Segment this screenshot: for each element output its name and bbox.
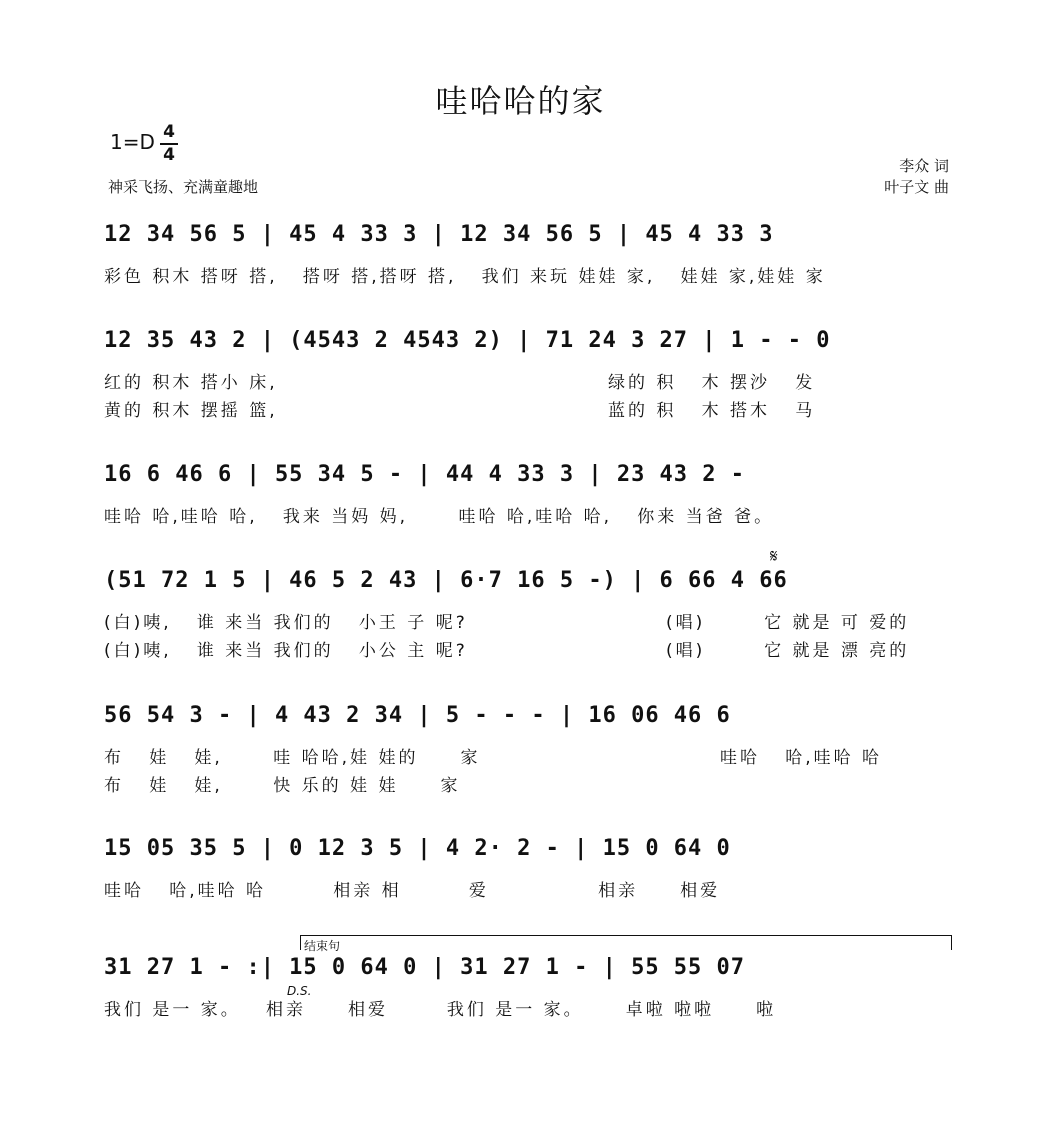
notes-line: 12 34 56 5 | 45 4 33 3 | 12 34 56 5 | 45 4 33 3: [104, 222, 774, 247]
notes-line: 16 6 46 6 | 55 34 5 - | 44 4 33 3 | 23 43 2 -: [104, 462, 746, 487]
key-signature: 1=D: [110, 130, 155, 154]
lyrics-line: 蓝的 积 木 搭木 马: [608, 401, 816, 421]
lyrics-line: (唱) 它 就是 漂 亮的: [666, 641, 910, 661]
notes-line: 12 35 43 2 | (4543 2 4543 2) | 71 24 3 27 | 1 - - 0: [104, 328, 831, 353]
lyrics-line: 布 娃 娃, 快 乐的 娃 娃 家: [104, 776, 461, 796]
ds-mark: D.S.: [287, 984, 312, 998]
lyrics-line: 彩色 积木 搭呀 搭, 搭呀 搭,搭呀 搭, 我们 来玩 娃娃 家, 娃娃 家,娃娃 家: [104, 267, 826, 287]
lyrics-line: 哇哈 哈,哇哈 哈 相亲 相 爱 相亲 相爱: [104, 881, 721, 901]
lyrics-line: 黄的 积木 摆摇 篮,: [104, 401, 278, 421]
lyricist-credit: 李众 词: [899, 157, 949, 175]
lyrics-line: 哇哈 哈,哇哈 哈: [720, 748, 883, 768]
lyrics-line: (白)咦, 谁 来当 我们的 小公 主 呢?: [104, 641, 468, 661]
notes-line: (51 72 1 5 | 46 5 2 43 | 6·7 16 5 -) | 6 66 4 66: [104, 568, 788, 593]
fine-label: 结束句: [304, 939, 341, 953]
lyrics-line: 绿的 积 木 摆沙 发: [608, 373, 816, 393]
notes-line: 56 54 3 - | 4 43 2 34 | 5 - - - | 16 06 46 6: [104, 703, 731, 728]
lyrics-line: 布 娃 娃, 哇 哈哈,娃 娃的 家: [104, 748, 481, 768]
lyrics-line: (唱) 它 就是 可 爱的: [666, 613, 910, 633]
notes-line: 31 27 1 - :| 15 0 64 0 | 31 27 1 - | 55 55 07: [104, 955, 746, 980]
time-signature-bottom: 4: [163, 145, 175, 165]
lyrics-line: (白)咦, 谁 来当 我们的 小王 子 呢?: [104, 613, 468, 633]
lyrics-line: 哇哈 哈,哇哈 哈, 我来 当妈 妈, 哇哈 哈,哇哈 哈, 你来 当爸 爸。: [104, 507, 775, 527]
time-signature-top: 4: [163, 122, 175, 142]
lyrics-line: 红的 积木 搭小 床,: [104, 373, 278, 393]
notes-line: 15 05 35 5 | 0 12 3 5 | 4 2· 2 - | 15 0 64 0: [104, 836, 731, 861]
fine-bracket: [300, 935, 952, 950]
time-signature: [160, 123, 178, 165]
lyrics-line: 我们 是一 家。 相亲 相爱 我们 是一 家。 卓啦 啦啦 啦: [104, 1000, 777, 1020]
song-title: 哇哈哈的家: [435, 82, 606, 120]
tempo-mark: 神采飞扬、充满童趣地: [108, 178, 259, 196]
segno-sign: 𝄋: [770, 546, 778, 567]
composer-credit: 叶子文 曲: [884, 178, 949, 196]
